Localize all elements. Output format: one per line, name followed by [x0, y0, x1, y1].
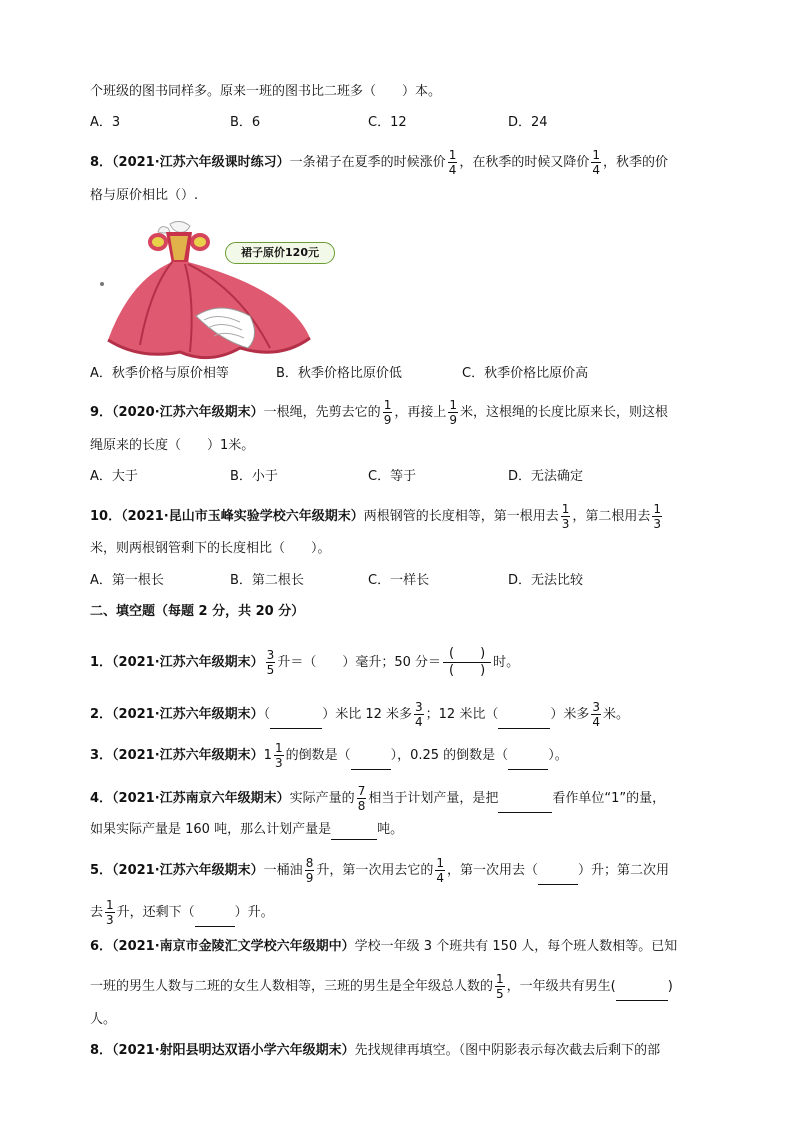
f3-mixed-number: 1 $\frac{1}{3}$	[263, 741, 283, 770]
q8-line-2: 格与原价相比（）.	[90, 188, 199, 203]
f5-source: （2021·江苏六年级期末）	[112, 863, 264, 878]
f1-fraction: $\frac{3}{5}$	[266, 648, 275, 677]
f8-number: 8．	[90, 1043, 113, 1058]
f5-line-2: 去 $\frac{1}{3}$ 升，还剩下（ ）升。	[90, 898, 274, 927]
f1-line: 1．（2021·江苏六年级期末） $\frac{3}{5}$ 升＝（ ）毫升；50 分＝ $\frac{( )}{( )}$ 时。	[90, 646, 520, 678]
q9-option-d[interactable]: D．无法确定	[508, 469, 584, 484]
q10-option-a[interactable]: A．第一根长	[90, 573, 164, 588]
f2-blank-1[interactable]	[270, 714, 322, 729]
f4-line-2: 如果实际产量是 160 吨，那么计划产量是 吨。	[90, 820, 403, 840]
f5-fraction-2: $\frac{1}{4}$	[436, 856, 444, 885]
f6-blank[interactable]	[616, 986, 668, 1001]
q10-option-b[interactable]: B．第二根长	[230, 573, 304, 588]
f5-fraction-1: $\frac{8}{9}$	[305, 856, 314, 885]
q10-source: （2021·昆山市玉峰实验学校六年级期末）	[121, 509, 364, 524]
f5-number: 5．	[90, 863, 113, 878]
f2-source: （2021·江苏六年级期末）	[112, 707, 264, 722]
f5-line-1: 5．（2021·江苏六年级期末）一桶油 $\frac{8}{9}$ 升，第一次用去它的 $\frac{1}{4}$ ，第一次用去（ ）升；第二次用	[90, 856, 670, 885]
f2-blank-2[interactable]	[498, 714, 550, 729]
q7-option-b[interactable]: B．6	[230, 115, 261, 130]
q9-option-c[interactable]: C．等于	[368, 469, 417, 484]
f2-line: 2．（2021·江苏六年级期末）（ ）米比 12 米多 $\frac{3}{4}$ ；12 米比（ ）米多 $\frac{3}{4}$ 米。	[90, 700, 629, 729]
q9-source: （2020·江苏六年级期末）	[112, 405, 264, 420]
f3-number: 3．	[90, 748, 113, 763]
f4-blank-2[interactable]	[331, 825, 377, 840]
q8-option-c[interactable]: C．秋季价格比原价高	[462, 366, 589, 381]
q10-fraction-2: $\frac{1}{3}$	[653, 502, 662, 531]
q9-option-a[interactable]: A．大于	[90, 469, 138, 484]
q9-number: 9．	[90, 405, 113, 420]
q10-line-1: 10．（2021·昆山市玉峰实验学校六年级期末）两根钢管的长度相等，第一根用去 $\frac{1}{3}$ ，第二根用去 $\frac{1}{3}$	[90, 502, 662, 531]
f6-line-1: 6．（2021·南京市金陵汇文学校六年级期中）学校一年级 3 个班共有 150 人，每个班人数相等。已知	[90, 939, 678, 954]
q9-fraction-1: $\frac{1}{9}$	[383, 398, 392, 427]
q8-fraction-1: $\frac{1}{4}$	[448, 148, 457, 177]
f6-line-3: 人。	[90, 1012, 117, 1027]
q9-fraction-2: $\frac{1}{9}$	[449, 398, 457, 427]
f1-blank-fraction[interactable]: $\frac{( )}{( )}$	[443, 646, 491, 679]
q10-line-2: 米，则两根钢管剩下的长度相比（ ）。	[90, 541, 331, 556]
f4-number: 4．	[90, 791, 113, 806]
q8-source: （2021·江苏六年级课时练习）	[112, 155, 290, 170]
f8-source: （2021·射阳县明达双语小学六年级期末）	[112, 1043, 355, 1058]
f4-line-1: 4．（2021·江苏南京六年级期末）实际产量的 $\frac{7}{8}$ 相当于计划产量，是把 看作单位“1”的量，	[90, 784, 666, 813]
q10-option-d[interactable]: D．无法比较	[508, 573, 584, 588]
f3-source: （2021·江苏六年级期末）	[112, 748, 264, 763]
f3-line: 3．（2021·江苏六年级期末） 1 $\frac{1}{3}$ 的倒数是（ ），0.25 的倒数是（ ）。	[90, 741, 568, 770]
q8-fraction-2: $\frac{1}{4}$	[592, 148, 600, 177]
f4-source: （2021·江苏南京六年级期末）	[112, 791, 290, 806]
f2-fraction-1: $\frac{3}{4}$	[415, 700, 423, 729]
f1-number: 1．	[90, 655, 113, 670]
q8-line-1: 8．（2021·江苏六年级课时练习）一条裙子在夏季的时候涨价 $\frac{1}{4}$ ，在秋季的时候又降价 $\frac{1}{4}$ ，秋季的价	[90, 148, 668, 177]
f6-number: 6．	[90, 939, 113, 954]
f5-blank-2[interactable]	[195, 912, 235, 927]
f5-blank-1[interactable]	[538, 870, 578, 885]
q7-option-d[interactable]: D．24	[508, 115, 548, 130]
q8-text: 一条裙子在夏季的时候涨价	[289, 155, 446, 170]
q9-line-1: 9．（2020·江苏六年级期末）一根绳，先剪去它的 $\frac{1}{9}$ ，再接上 $\frac{1}{9}$ 米，这根绳的长度比原来长，则这根	[90, 398, 668, 427]
q9-line-2: 绳原来的长度（ ）1米。	[90, 438, 255, 453]
f2-number: 2．	[90, 707, 113, 722]
q10-number: 10．	[90, 509, 122, 524]
f6-fraction: $\frac{1}{5}$	[496, 972, 504, 1001]
q7-option-a[interactable]: A．3	[90, 115, 121, 130]
f2-fraction-2: $\frac{3}{4}$	[592, 700, 600, 729]
f4-fraction: $\frac{7}{8}$	[357, 784, 366, 813]
f4-blank-1[interactable]	[498, 798, 552, 813]
q8-option-b[interactable]: B．秋季价格比原价低	[276, 366, 402, 381]
q10-fraction-1: $\frac{1}{3}$	[561, 502, 570, 531]
q8-option-a[interactable]: A．秋季价格与原价相等	[90, 366, 229, 381]
f6-source: （2021·南京市金陵汇文学校六年级期中）	[112, 939, 355, 954]
q10-option-c[interactable]: C．一样长	[368, 573, 430, 588]
price-tag: 裙子原价120元	[225, 242, 335, 264]
q7-option-c[interactable]: C．12	[368, 115, 407, 130]
f3-blank-1[interactable]	[351, 755, 391, 770]
f5-fraction-3: $\frac{1}{3}$	[106, 898, 114, 927]
section-heading-fill-in: 二、填空题（每题 2 分，共 20 分）	[90, 604, 305, 619]
f6-line-2: 一班的男生人数与二班的女生人数相等，三班的男生是全年级总人数的 $\frac{1}{5}$ ，一年级共有男生( )	[90, 972, 673, 1001]
q7-tail-text: 个班级的图书同样多。原来一班的图书比二班多（ ）本。	[90, 84, 442, 99]
q8-number: 8．	[90, 155, 113, 170]
f3-blank-2[interactable]	[508, 755, 548, 770]
f8-line-1: 8．（2021·射阳县明达双语小学六年级期末）先找规律再填空。（图中阴影表示每次截去后剩下的部	[90, 1043, 661, 1058]
q9-option-b[interactable]: B．小于	[230, 469, 278, 484]
f1-source: （2021·江苏六年级期末）	[112, 655, 264, 670]
